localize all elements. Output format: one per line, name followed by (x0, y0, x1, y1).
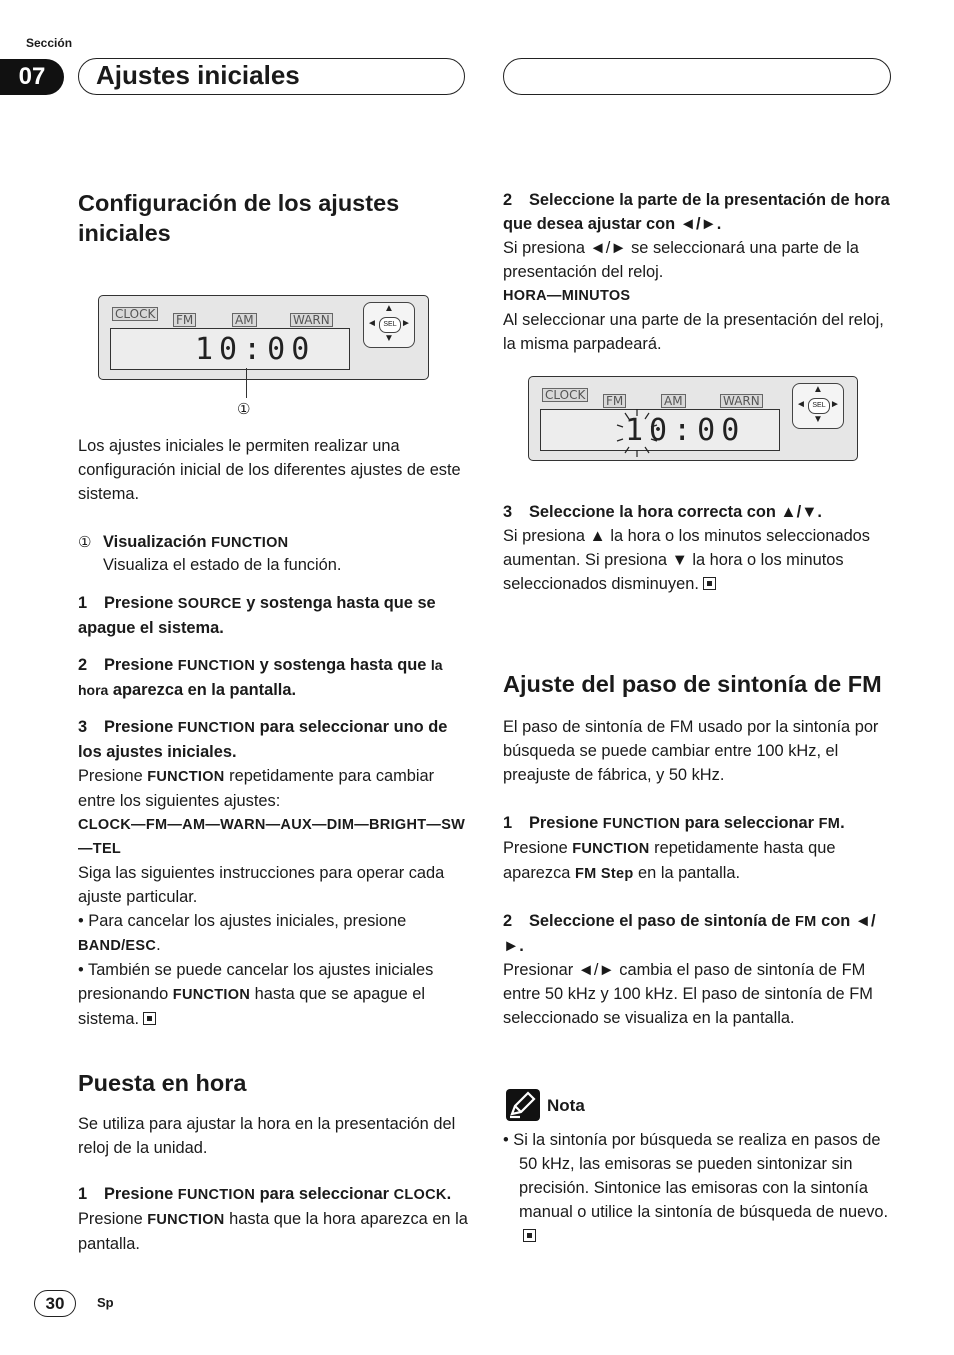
end-mark-icon (143, 1012, 156, 1025)
sel-button: SEL (379, 317, 401, 333)
lcd-time: 10:00 (195, 332, 316, 367)
hora-intro: Se utiliza para ajustar la hora en la presentación del reloj de la unidad. (78, 1115, 456, 1157)
lcd-control-pad (792, 383, 844, 429)
settings-sequence: CLOCK—FM—AM—WARN—AUX—DIM—BRIGHT—SW—TEL (78, 817, 466, 857)
end-mark-icon (703, 577, 716, 590)
lcd-tag-warn: WARN (720, 394, 763, 408)
lcd-tag-clock: CLOCK (542, 388, 588, 402)
legend-number: ① (78, 534, 92, 551)
fm-step-2: 2 Seleccione el paso de sintonía de FM con ◄/►. (503, 912, 876, 955)
lcd-control-pad (363, 302, 415, 348)
left-arrow-icon: ◄ (796, 399, 806, 410)
step-3-follow: Siga las siguientes instrucciones para operar cada ajuste particular. (78, 864, 445, 906)
fm-intro: El paso de sintonía de FM usado por la sintonía por búsqueda se puede cambiar entre 100 kHz, el preajuste de fábrica, y 50 kHz. (503, 718, 879, 784)
hora-step-3-body: Si presiona ▲ la hora o los minutos seleccionados aumentan. Si presiona ▼ la hora o los minutos seleccionados disminuyen. (503, 527, 870, 593)
page-number: 30 (34, 1290, 76, 1317)
bullet-cancel-1: • Para cancelar los ajustes iniciales, presione BAND/ESC. (78, 912, 407, 954)
hora-step-2-body: Si presiona ◄/► se seleccionará una parte de la presentación del reloj. (503, 239, 859, 281)
left-column (78, 188, 470, 248)
lcd-tag-fm: FM (603, 394, 626, 408)
hora-step-2-body2: Al seleccionar una parte de la presentación del reloj, la misma parpadeará. (503, 311, 884, 353)
down-arrow-icon: ▼ (384, 333, 394, 344)
note-pencil-icon (506, 1089, 540, 1121)
lcd-tag-am: AM (232, 313, 257, 327)
up-arrow-icon: ▲ (813, 384, 823, 395)
step-3: 3 Presione FUNCTION para seleccionar uno de los ajustes iniciales. (78, 718, 448, 761)
legend-description: Visualiza el estado de la función. (103, 556, 342, 574)
fm-step-1: 1 Presione FUNCTION para seleccionar FM. (503, 814, 845, 832)
section-number: 07 (0, 59, 64, 95)
lcd-tag-clock: CLOCK (112, 307, 158, 321)
right-arrow-icon: ► (830, 399, 840, 410)
step-3-body: Presione FUNCTION repetidamente para cambiar entre los siguientes ajustes: (78, 767, 435, 810)
hora-step-2: 2 Seleccione la parte de la presentación de hora que desea ajustar con ◄/►. (503, 191, 890, 233)
fm-step-2-body: Presionar ◄/► cambia el paso de sintonía de FM entre 50 kHz y 100 kHz. El paso de sintonía de FM seleccionado se visualiza en la pantalla. (503, 961, 873, 1027)
hora-step-1-body: Presione FUNCTION hasta que la hora aparezca en la pantalla. (78, 1210, 468, 1253)
callout-line (246, 368, 247, 398)
note-title: Nota (547, 1096, 585, 1115)
right-column-step3 (503, 500, 895, 596)
right-column (503, 188, 895, 356)
lcd-tag-warn: WARN (290, 313, 333, 327)
up-arrow-icon: ▲ (384, 303, 394, 314)
hora-sequence: HORA—MINUTOS (503, 288, 631, 304)
lcd-display-1 (98, 295, 429, 380)
legend-function: FUNCTION (211, 535, 289, 551)
lcd-tag-am: AM (661, 394, 686, 408)
blink-rays-icon (613, 407, 663, 459)
fm-step-1-body: Presione FUNCTION repetidamente hasta que aparezca FM Step en la pantalla. (503, 839, 836, 882)
section-label: Sección (26, 36, 73, 50)
left-arrow-icon: ◄ (367, 318, 377, 329)
lcd-display-2 (528, 376, 858, 461)
intro-paragraph: Los ajustes iniciales le permiten realizar una configuración inicial de los diferentes ajustes de este sistema. (78, 437, 461, 503)
step-2: 2 Presione FUNCTION y sostenga hasta que la hora aparezca en la pantalla. (78, 656, 443, 699)
lcd-tag-fm: FM (173, 313, 196, 327)
heading-puesta-en-hora: Puesta en hora (78, 1070, 247, 1096)
hora-step-3: 3 Seleccione la hora correcta con ▲/▼. (503, 503, 822, 521)
section-title-frame-right (503, 58, 891, 95)
note-text: • Si la sintonía por búsqueda se realiza en pasos de 50 kHz, las emisoras se pueden sintonizar sin precisión. Sintonice las emisoras con la sintonía manual o utilice la sintonía de búsqueda de nuevo. (519, 1128, 895, 1248)
left-column-body (78, 434, 470, 1031)
left-column-hora (78, 1068, 470, 1256)
language-code: Sp (97, 1295, 114, 1310)
callout-number: ① (237, 401, 251, 418)
heading-configuracion: Configuración de los ajustes iniciales (78, 190, 400, 246)
right-column-fm (503, 669, 895, 1030)
sel-button: SEL (808, 398, 830, 414)
lcd-time-blinking: 10:00 (625, 413, 746, 448)
hora-step-1: 1 Presione FUNCTION para seleccionar CLOCK. (78, 1185, 452, 1203)
right-arrow-icon: ► (401, 318, 411, 329)
down-arrow-icon: ▼ (813, 414, 823, 425)
note-body (503, 1128, 895, 1248)
section-title: Ajustes iniciales (96, 60, 300, 90)
bullet-cancel-2: • También se puede cancelar los ajustes iniciales presionando FUNCTION hasta que se apague el sistema. (78, 961, 434, 1028)
legend-item (78, 530, 470, 555)
step-1: 1 Presione SOURCE y sostenga hasta que se apague el sistema. (78, 594, 436, 637)
legend-title: Visualización (103, 533, 207, 551)
end-mark-icon (523, 1229, 536, 1242)
heading-paso-sintonia: Ajuste del paso de sintonía de FM (503, 671, 882, 697)
